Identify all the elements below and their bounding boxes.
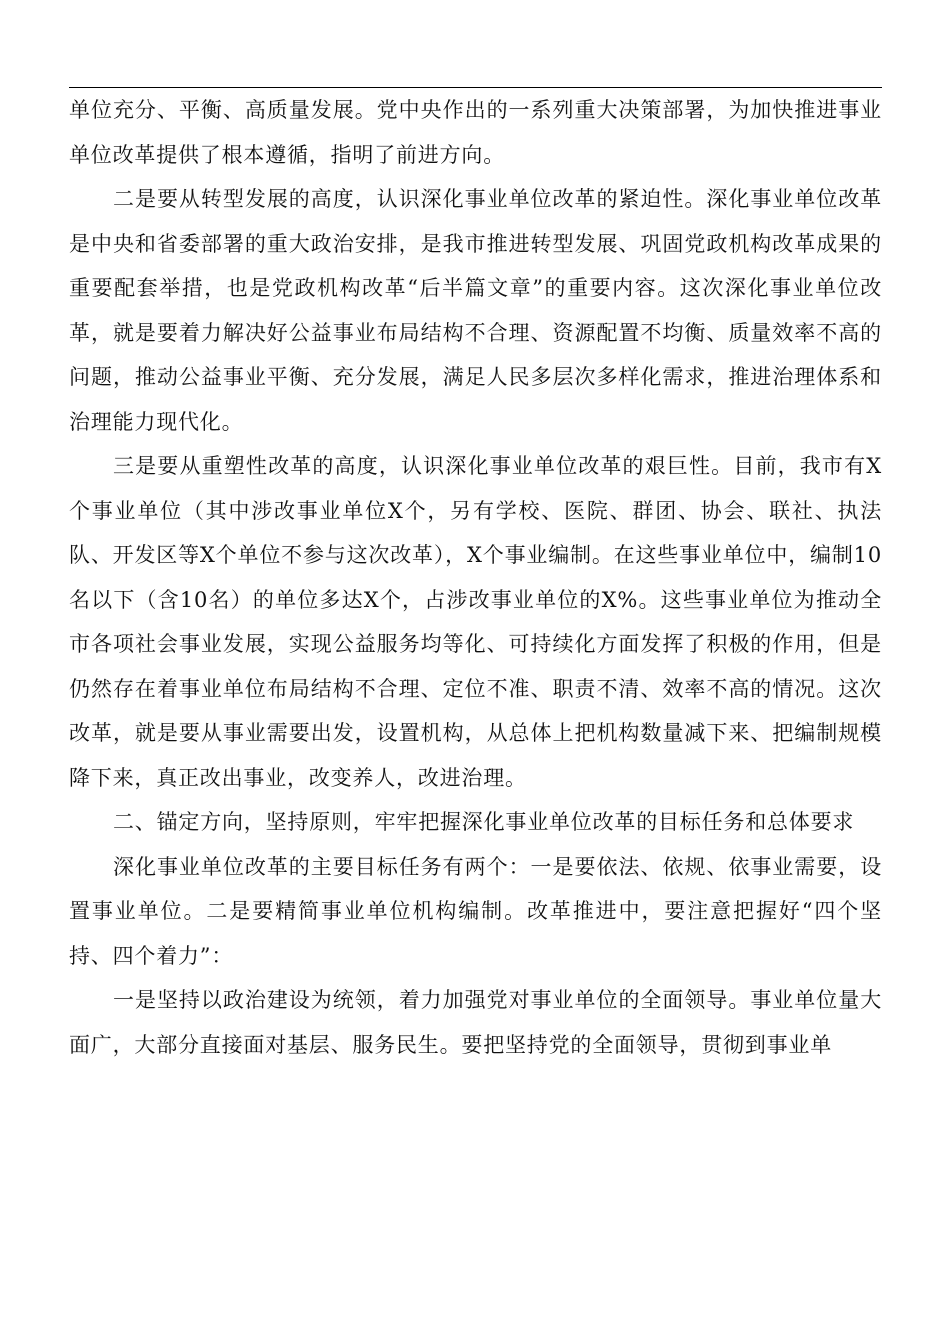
paragraph-urgency: 二是要从转型发展的高度，认识深化事业单位改革的紧迫性。深化事业单位改革是中央和省委部署的重大政治安排，是我市推进转型发展、巩固党政机构改革成果的重要配套举措，也是党政机构改革“后半篇文章”的重要内容。这次深化事业单位改革，就是要着力解决好公益事业布局结构不合理、资源配置不均衡、质量效率不高的问题，推动公益事业平衡、充分发展，满足人民多层次多样化需求，推进治理体系和治理能力现代化。	[69, 187, 882, 434]
paragraph-difficulty: 三是要从重塑性改革的高度，认识深化事业单位改革的艰巨性。目前，我市有X个事业单位（其中涉改事业单位X个，另有学校、医院、群团、协会、联社、执法队、开发区等X个单位不参与这次改革），X个事业编制。在这些事业单位中，编制10名以下（含10名）的单位多达X个，占涉改事业单位的X%。这些事业单位为推动全市各项社会事业发展，实现公益服务均等化、可持续化方面发挥了积极的作用，但是仍然存在着事业单位布局结构不合理、定位不准、职责不清、效率不高的情况。这次改革，就是要从事业需要出发，设置机构，从总体上把机构数量减下来、把编制规模降下来，真正改出事业，改变养人，改进治理。	[69, 454, 882, 790]
paragraph-main-goals: 深化事业单位改革的主要目标任务有两个：一是要依法、依规、依事业需要，设置事业单位。二是要精简事业单位机构编制。改革推进中，要注意把握好“四个坚持、四个着力”：	[69, 854, 882, 968]
paragraph-continuation: 单位充分、平衡、高质量发展。党中央作出的一系列重大决策部署，为加快推进事业单位改革提供了根本遵循，指明了前进方向。	[69, 98, 882, 167]
paragraph-party-leadership: 一是坚持以政治建设为统领，着力加强党对事业单位的全面领导。事业单位量大面广，大部分直接面对基层、服务民生。要把坚持党的全面领导，贯彻到事业单	[69, 988, 882, 1057]
document-body	[69, 88, 882, 1067]
section-heading-2: 二、锚定方向，坚持原则，牢牢把握深化事业单位改革的目标任务和总体要求	[113, 810, 855, 834]
